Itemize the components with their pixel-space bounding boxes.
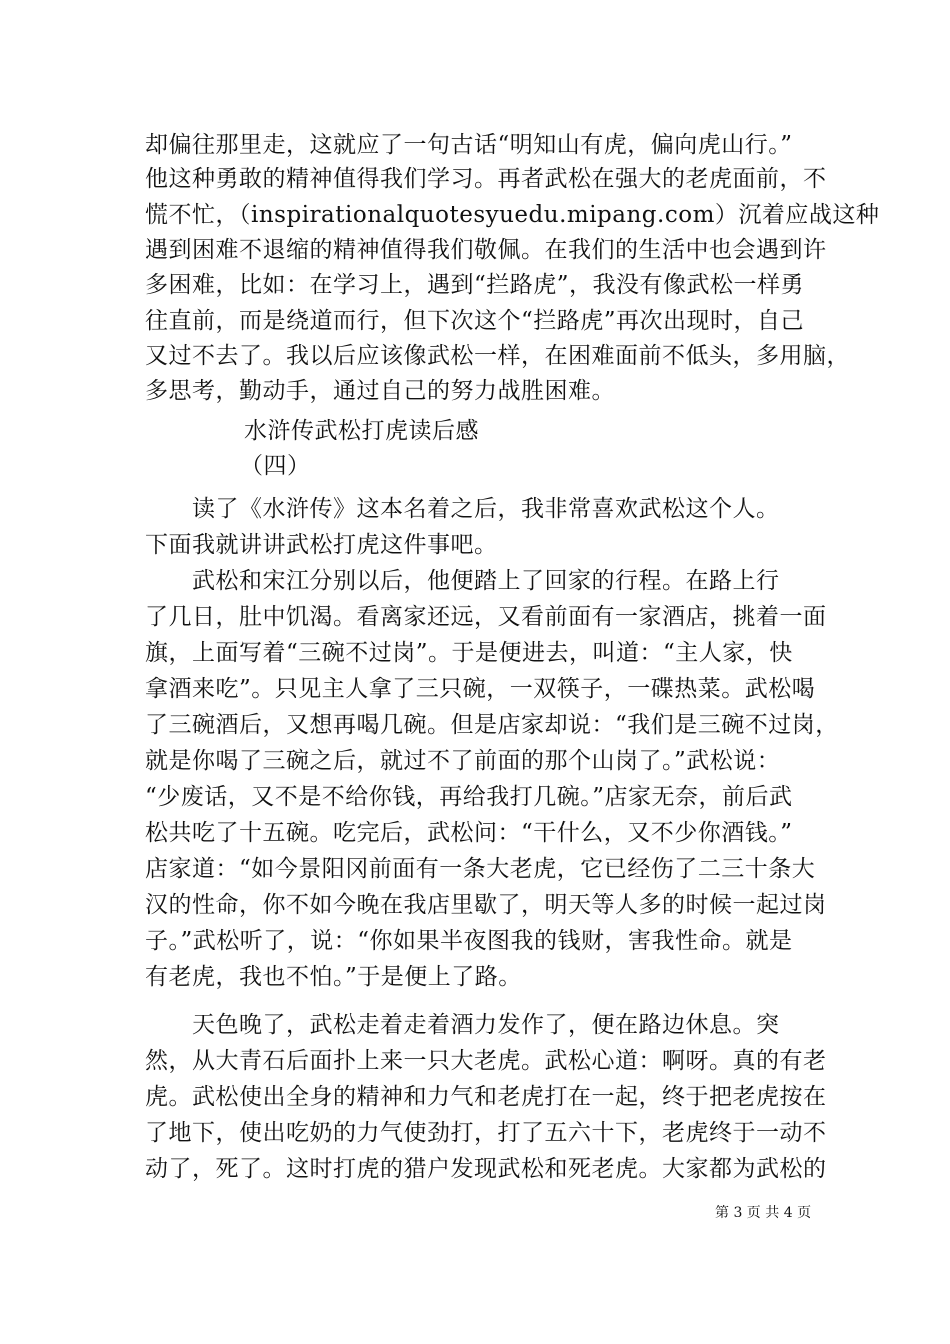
- text-line: 武松和宋江分别以后，他便踏上了回家的行程。在路上行: [145, 568, 780, 594]
- text-line: 又过不去了。我以后应该像武松一样，在困难面前不低头，多用脑，: [145, 343, 850, 369]
- text-line: 读了《水浒传》这本名着之后，我非常喜欢武松这个人。: [145, 496, 780, 522]
- text-line: 然，从大青石后面扑上来一只大老虎。武松心道：啊呀。真的有老: [145, 1048, 827, 1074]
- text-line: 多困难，比如：在学习上，遇到“拦路虎”，我没有像武松一样勇: [145, 272, 805, 298]
- text-line: 慌不忙，（inspirationalquotesyuedu.mipang.com）沉着应战这种: [145, 202, 880, 228]
- text-line: 他这种勇敢的精神值得我们学习。再者武松在强大的老虎面前，不: [145, 166, 827, 192]
- text-line: 了地下，使出吃奶的力气使劲打，打了五六十下，老虎终于一动不: [145, 1120, 827, 1146]
- text-line: 动了，死了。这时打虎的猎户发现武松和死老虎。大家都为武松的: [145, 1156, 827, 1182]
- text-line: 遇到困难不退缩的精神值得我们敬佩。在我们的生活中也会遇到许: [145, 237, 827, 263]
- section-title: 水浒传武松打虎读后感: [244, 418, 479, 444]
- text-line: 子。”武松听了，说：“你如果半夜图我的钱财，害我性命。就是: [145, 928, 793, 954]
- text-line: 往直前，而是绕道而行，但下次这个“拦路虎”再次出现时，自己: [145, 308, 805, 334]
- text-line: 了三碗酒后，又想再喝几碗。但是店家却说：“我们是三碗不过岗，: [145, 712, 839, 738]
- text-line: 却偏往那里走，这就应了一句古话“明知山有虎，偏向虎山行。”: [145, 132, 793, 158]
- text-line: 汉的性命，你不如今晚在我店里歇了，明天等人多的时候一起过岗: [145, 892, 827, 918]
- page-footer: 第 3 页 共 4 页: [715, 1205, 812, 1221]
- text-line: 天色晚了，武松走着走着酒力发作了，便在路边休息。突: [145, 1012, 780, 1038]
- text-line: 有老虎，我也不怕。”于是便上了路。: [145, 964, 522, 990]
- text-line: 拿酒来吃”。只见主人拿了三只碗，一双筷子，一碟热菜。武松喝: [145, 676, 816, 702]
- text-line: 多思考，勤动手，通过自己的努力战胜困难。: [145, 378, 615, 404]
- text-line: 了几日，肚中饥渴。看离家还远，又看前面有一家酒店，挑着一面: [145, 604, 827, 630]
- text-line: 店家道：“如今景阳冈前面有一条大老虎，它已经伤了二三十条大: [145, 856, 816, 882]
- text-line: 下面我就讲讲武松打虎这件事吧。: [145, 532, 498, 558]
- text-line: 就是你喝了三碗之后，就过不了前面的那个山岗了。”武松说：: [145, 748, 781, 774]
- text-line: “少废话，又不是不给你钱，再给我打几碗。”店家无奈，前后武: [145, 784, 793, 810]
- text-line: 虎。武松使出全身的精神和力气和老虎打在一起，终于把老虎按在: [145, 1084, 827, 1110]
- text-line: 松共吃了十五碗。吃完后，武松问：“干什么，又不少你酒钱。”: [145, 820, 793, 846]
- text-line: 旗，上面写着“三碗不过岗”。于是便进去，叫道：“主人家，快: [145, 640, 793, 666]
- section-number: （四）: [240, 453, 311, 479]
